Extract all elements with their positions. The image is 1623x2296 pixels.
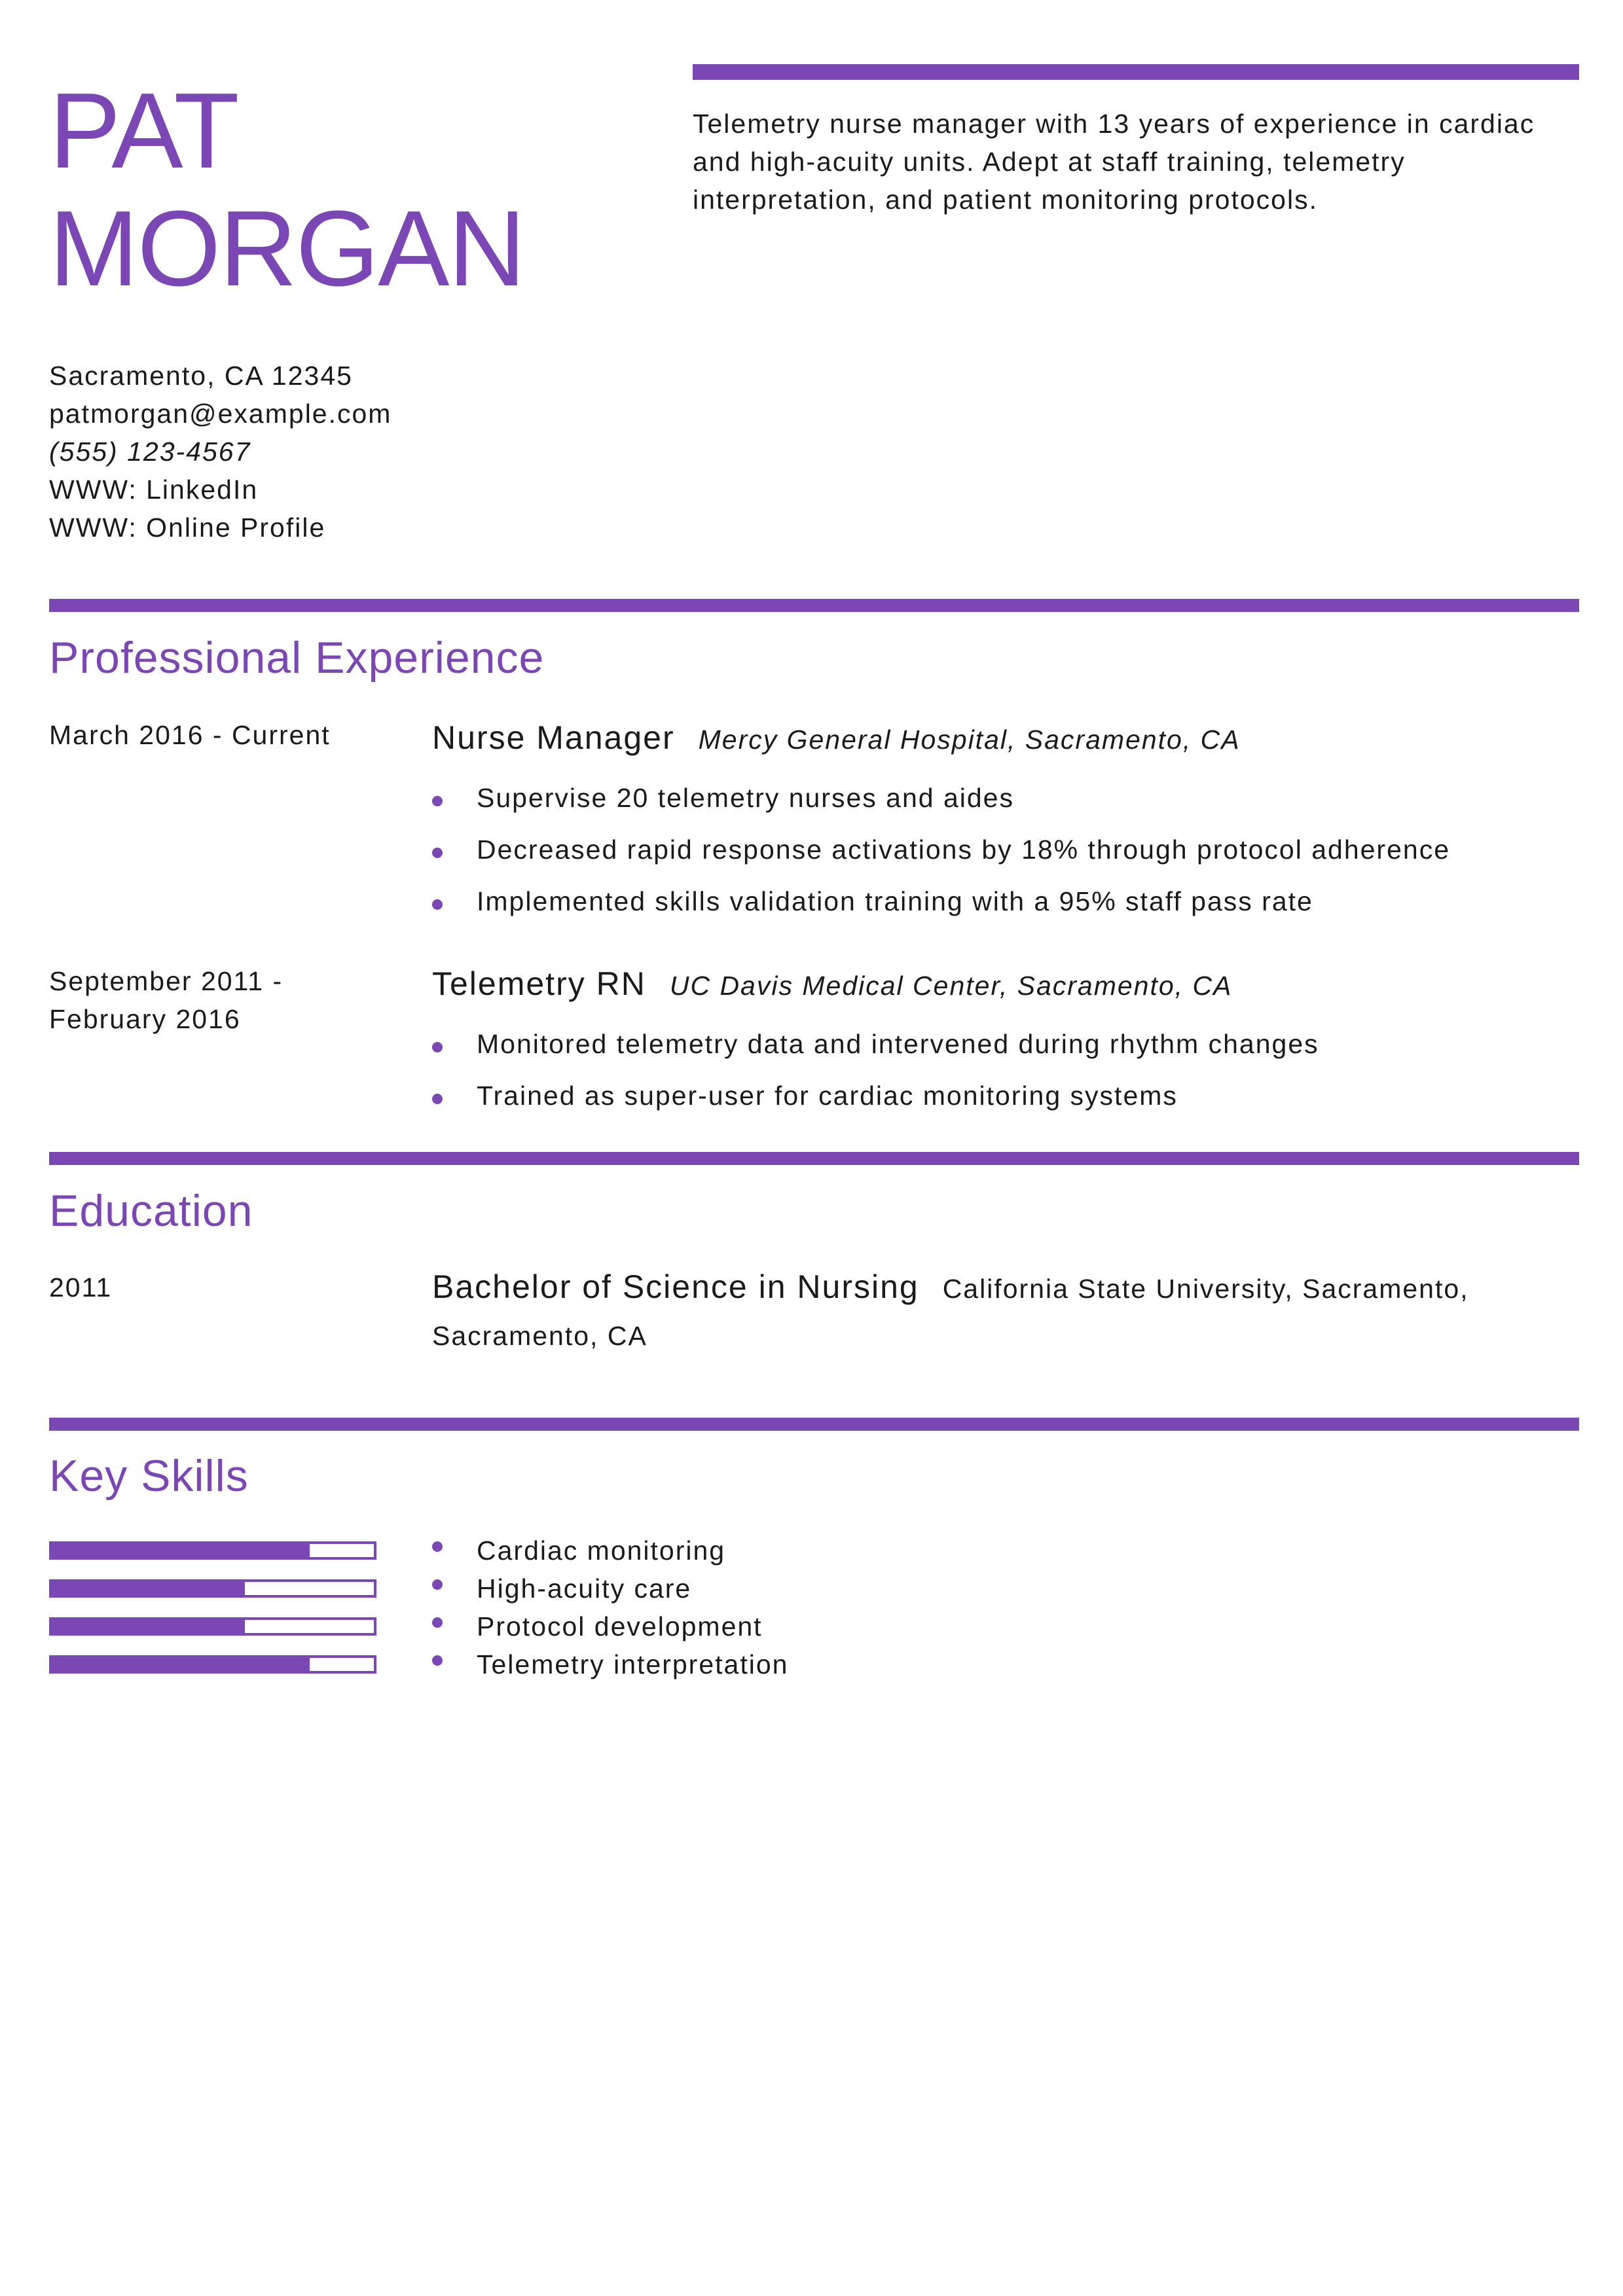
skill-level-fill bbox=[52, 1544, 310, 1557]
education-divider bbox=[49, 1152, 1579, 1165]
contact-email[interactable]: patmorgan@example.com bbox=[49, 399, 392, 429]
contact-address: Sacramento, CA 12345 bbox=[49, 361, 353, 391]
job-bullet: Monitored telemetry data and intervened during rhythm changes bbox=[432, 1025, 1319, 1077]
job-organization: UC Davis Medical Center, Sacramento, CA bbox=[669, 971, 1233, 1001]
job-header bbox=[432, 965, 1232, 1003]
candidate-name bbox=[49, 72, 524, 308]
contact-block bbox=[49, 357, 392, 547]
job-bullets bbox=[432, 1025, 1319, 1128]
job-dates-end: February 2016 bbox=[49, 1004, 241, 1034]
skill-bars bbox=[49, 1541, 376, 1693]
skill-level-bar bbox=[49, 1655, 376, 1674]
skill-item: High-acuity care bbox=[432, 1570, 788, 1607]
first-name: PAT bbox=[49, 71, 238, 190]
job-header bbox=[432, 719, 1241, 757]
skills-section-title: Key Skills bbox=[49, 1451, 249, 1501]
skills-divider bbox=[49, 1418, 1579, 1431]
contact-online-profile[interactable]: WWW: Online Profile bbox=[49, 512, 326, 543]
job-bullet: Supervise 20 telemetry nurses and aides bbox=[432, 779, 1450, 831]
last-name: MORGAN bbox=[49, 188, 524, 308]
education-school: California State University, Sacramento, Sacramento, CA bbox=[432, 1274, 1469, 1351]
job-organization: Mercy General Hospital, Sacramento, CA bbox=[698, 725, 1241, 755]
experience-divider bbox=[49, 599, 1579, 612]
education-entry bbox=[432, 1263, 1584, 1359]
skill-item: Telemetry interpretation bbox=[432, 1645, 788, 1683]
skill-level-fill bbox=[52, 1582, 245, 1595]
skill-level-fill bbox=[52, 1658, 310, 1671]
summary-divider bbox=[693, 64, 1579, 80]
skill-level-bar bbox=[49, 1617, 376, 1636]
skill-level-fill bbox=[52, 1620, 245, 1633]
education-degree: Bachelor of Science in Nursing bbox=[432, 1268, 919, 1305]
job-dates-start: September 2011 - bbox=[49, 966, 283, 996]
experience-section-title: Professional Experience bbox=[49, 633, 545, 683]
skill-item: Protocol development bbox=[432, 1607, 788, 1645]
skill-list bbox=[432, 1532, 788, 1683]
job-title: Telemetry RN bbox=[432, 965, 646, 1002]
skill-item: Cardiac monitoring bbox=[432, 1532, 788, 1570]
summary-text: Telemetry nurse manager with 13 years of experience in cardiac and high-acuity units. Adept at staff training, telemetry interpretation, and patient monitoring protocols. bbox=[693, 109, 1535, 215]
job-bullet: Trained as super-user for cardiac monitoring systems bbox=[432, 1077, 1319, 1128]
contact-linkedin[interactable]: WWW: LinkedIn bbox=[49, 475, 259, 505]
job-dates bbox=[49, 962, 283, 1038]
education-section-title: Education bbox=[49, 1186, 253, 1236]
job-bullet: Decreased rapid response activations by 18% through protocol adherence bbox=[432, 831, 1450, 882]
skill-level-bar bbox=[49, 1541, 376, 1560]
education-year: 2011 bbox=[49, 1272, 113, 1302]
contact-phone: (555) 123-4567 bbox=[49, 437, 251, 467]
job-bullets bbox=[432, 779, 1450, 934]
skill-level-bar bbox=[49, 1579, 376, 1598]
job-title: Nurse Manager bbox=[432, 719, 675, 756]
job-dates: March 2016 - Current bbox=[49, 720, 331, 750]
job-bullet: Implemented skills validation training with a 95% staff pass rate bbox=[432, 882, 1450, 934]
